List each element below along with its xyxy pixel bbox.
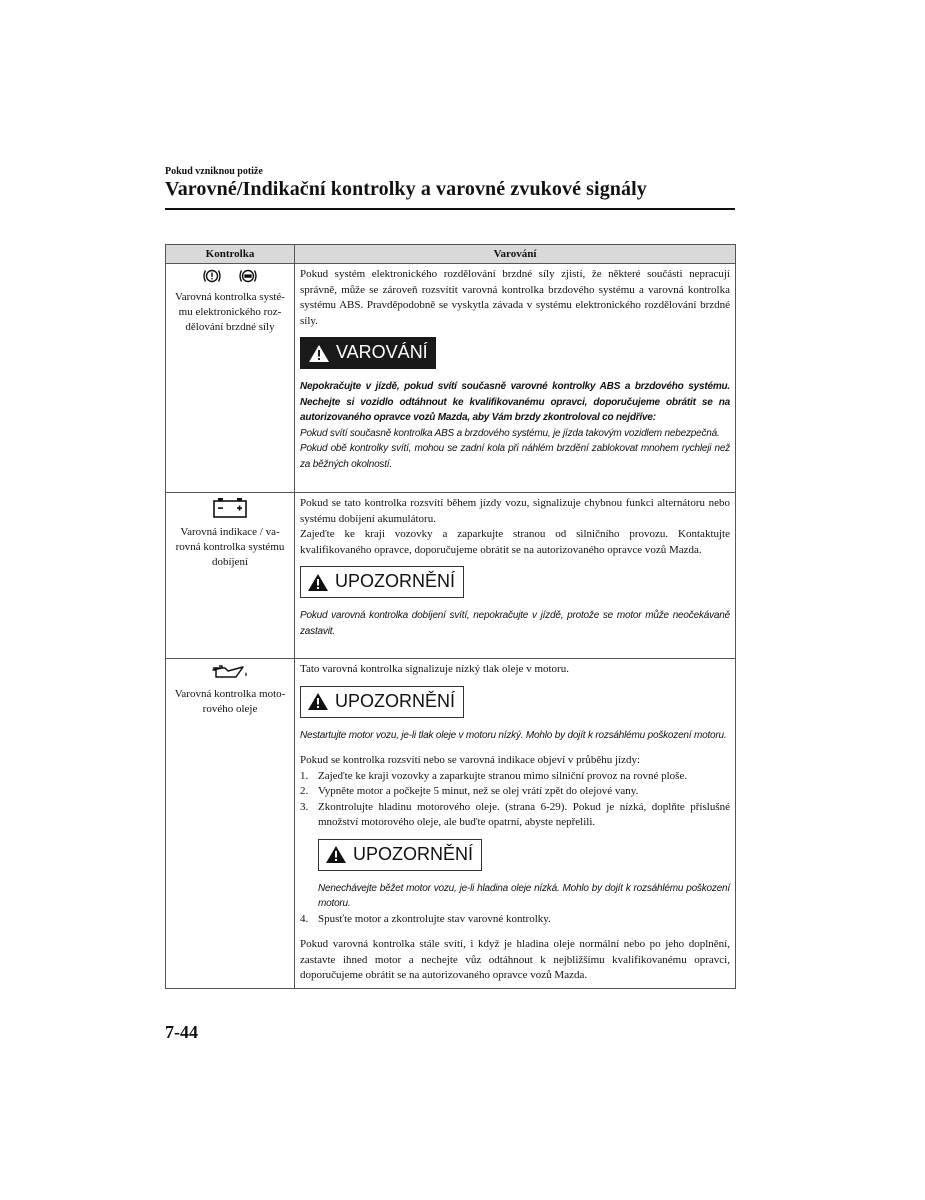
step-number: 4.: [300, 912, 309, 925]
caution-banner: [318, 839, 482, 871]
list-item: [300, 912, 730, 928]
caution-italic-text: Pokud varovná kontrolka dobíjení svítí, nepokračujte v jízdě, protože se motor může neočekávaně zastavit.: [300, 610, 730, 637]
table-row: [166, 493, 736, 659]
page-number: 7-44: [165, 1022, 198, 1042]
warning-banner: [300, 337, 436, 369]
step-number: 1.: [300, 769, 309, 782]
step-number: 2.: [300, 785, 309, 797]
warning-cell: [295, 264, 736, 493]
column-header-control: Kontrolka: [166, 245, 295, 264]
description-text: Tato varovná kontrolka signalizuje nízký tlak oleje v motoru.: [300, 663, 569, 675]
section-label: Pokud vzniknou potiže: [165, 166, 263, 177]
description-text: Pokud se tato kontrolka rozsvítí během jízdy vozu, signalizuje chybnou funkci alternátoru nebo systému dobíjení akumulátoru.: [300, 497, 730, 525]
brake-warning-icon: [201, 268, 223, 284]
abs-warning-icon: [237, 268, 259, 284]
battery-icon: [212, 497, 248, 519]
step-text: Vypněte motor a počkejte 5 minut, než se olej vrátí zpět do olejové vany.: [318, 785, 639, 797]
warning-cell: [295, 659, 736, 989]
warning-triangle-icon: [307, 573, 329, 592]
page-title: Varovné/Indikační kontrolky a varovné zvukové signály: [165, 178, 647, 200]
warning-triangle-icon: [325, 845, 347, 864]
warning-triangle-icon: [307, 692, 329, 711]
warning-lights-table: [165, 244, 736, 989]
control-cell: [166, 264, 295, 493]
warning-italic-text: Pokud svítí současně kontrolka ABS a brzdového systému, je jízda takovým vozidlem nebezpečná.: [300, 427, 720, 439]
list-item: [300, 769, 730, 785]
list-item: [300, 784, 730, 800]
caution-banner-label: UPOZORNĚNÍ: [353, 843, 474, 864]
warning-italic-text: Pokud obě kontrolky svítí, mohou se zadní kola při náhlém brzdění zablokovat mnohem rychleji než za běžných okolností.: [300, 443, 730, 470]
caution-banner: [300, 686, 464, 718]
warning-triangle-icon: [308, 344, 330, 363]
table-header-row: [166, 245, 736, 264]
control-label: Varovná kontrolka moto-rového oleje: [174, 688, 286, 715]
description-text: Pokud varovná kontrolka stále svítí, i když je hladina oleje normální nebo po jeho doplnění, zastavte ihned motor a nechejte vůz odtáhnout k nejbližšímu kvalifikovanému opravci, doporučujeme obrátit se na autorizovaného opravce vozů Mazda.: [300, 938, 730, 981]
description-text: Pokud se kontrolka rozsvítí nebo se varovná indikace objeví v průběhu jízdy:: [300, 754, 641, 766]
caution-italic-text: Nenechávejte běžet motor vozu, je-li hladina oleje nízká. Mohlo by dojít k rozsáhlému poškození motoru.: [318, 882, 730, 909]
oil-can-icon: [210, 663, 250, 681]
control-label: Varovná kontrolka systé-mu elektronického roz-dělování brzdné síly: [175, 291, 285, 333]
caution-italic-text: Nestartujte motor vozu, je-li tlak oleje v motoru nízký. Mohlo by dojít k rozsáhlému poškození motoru.: [300, 729, 727, 741]
step-text: Zkontrolujte hladinu motorového oleje. (strana 6-29). Pokud je nízká, doplňte příslušné množství motorového oleje, ale buďte opatrní, abyste nepřelili.: [318, 800, 730, 828]
control-cell: [166, 659, 295, 989]
column-header-warning: Varování: [295, 245, 736, 264]
step-text: Zajeďte ke kraji vozovky a zaparkujte stranou mimo silniční provoz na rovné ploše.: [318, 769, 688, 782]
title-divider: [165, 208, 735, 210]
control-cell: [166, 493, 295, 659]
table-row: [166, 264, 736, 493]
caution-banner: [300, 566, 464, 598]
step-number: 3.: [300, 800, 309, 813]
warning-banner-label: VAROVÁNÍ: [336, 342, 428, 363]
description-text: Zajeďte ke kraji vozovky a zaparkujte stranou od silničního provozu. Kontaktujte kvalifikovaného opravce, doporučujeme obrátit se na autorizovaného opravce vozů Mazda.: [300, 528, 730, 556]
step-text: Spusťte motor a zkontrolujte stav varovné kontrolky.: [318, 912, 551, 925]
description-text: Pokud systém elektronického rozdělování brzdné síly zjistí, že některé součásti nepracují správně, může se zároveň rozsvítit varovná kontrolka brzdového systému a varovná kontrolka systému ABS. Pravděpodobně se vyskytla závada v systému elektronického rozdělování brzdné síly.: [300, 268, 730, 327]
table-row: [166, 659, 736, 989]
control-label: Varovná indikace / va-rovná kontrolka systému dobíjení: [175, 526, 285, 568]
warning-cell: [295, 493, 736, 659]
caution-banner-label: UPOZORNĚNÍ: [335, 690, 456, 711]
list-item: [300, 800, 730, 831]
warning-bold-text: Nepokračujte v jízdě, pokud svítí současně varovné kontrolky ABS a brzdového systému. Nechejte si vozidlo odtáhnout ke kvalifikovanému opravci, doporučujeme obrátit se na autorizovaného opravce vozů Mazda, aby Vám brzdy zkontroloval co nejdříve:: [300, 381, 730, 423]
caution-banner-label: UPOZORNĚNÍ: [335, 571, 456, 592]
